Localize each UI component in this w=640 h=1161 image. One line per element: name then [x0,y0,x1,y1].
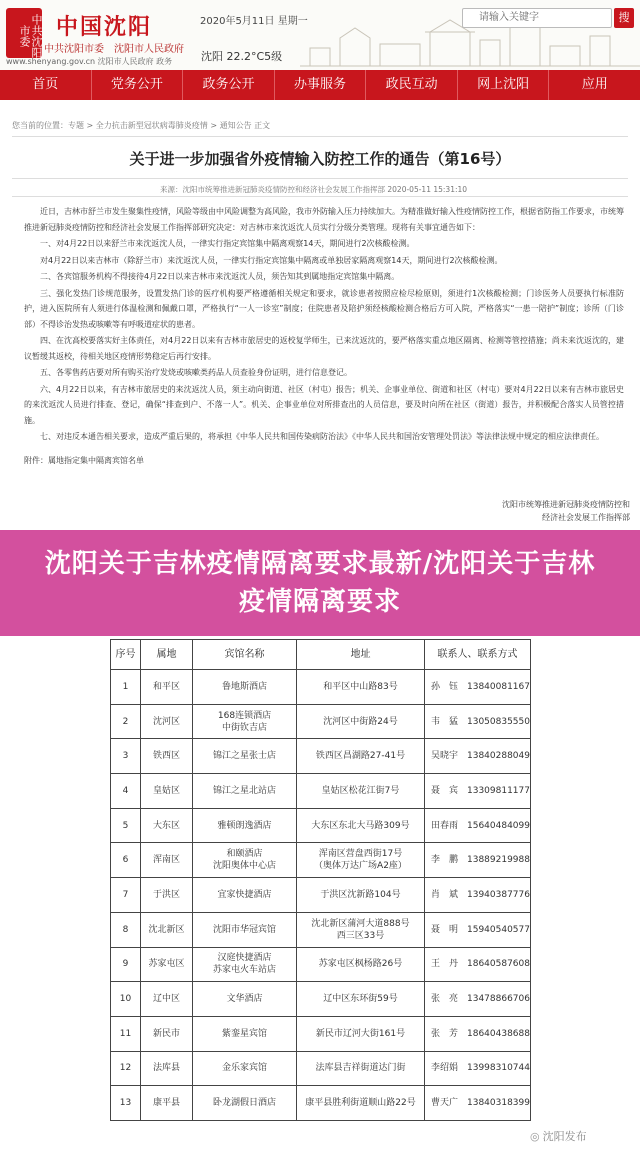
cell-district: 辽中区 [141,982,193,1017]
cell-contact [425,808,531,843]
weather-readout: 沈阳 22.2°C5级 [201,50,283,63]
contact-phone: 13889219988 [467,855,530,866]
contact-name: 韦 猛 [431,716,459,727]
banner-title: 沈阳关于吉林疫情隔离要求最新/沈阳关于吉林疫情隔离要求 [44,549,596,617]
contact-name: 张 亮 [431,994,459,1005]
cell-hotel-name: 卧龙湖假日酒店 [193,1086,297,1121]
cell-address: 法库县吉祥街道达门街 [297,1051,425,1086]
paragraph: 四、在沈高校要落实好主体责任，对4月22日以来有吉林市旅居史的返校复学师生，已来沈返沈的，要严格落实重点地区隔离、检测等管控措施；尚未来沈返沈的，建议暂缓其返校，待相关地区疫情形势稳定后再行安排。 [24,336,624,361]
paragraph: 对4月22日以来吉林市（除舒兰市）来沈返沈人员，一律实行指定宾馆集中隔离或单独居家隔离观察14天，期间进行2次核酸检测。 [40,255,503,265]
contact-phone: 13309811177 [467,785,530,796]
contact-phone: 13998310744 [467,1063,530,1074]
cell-address: 和平区中山路83号 [297,670,425,705]
cell-district: 大东区 [141,808,193,843]
paragraph: 七、对违反本通告相关要求，造成严重后果的，将承担《中华人民共和国传染病防治法》《中华人民共和国治安管理处罚法》等法律法规中规定的相应法律责任。 [40,432,604,441]
column-header: 序号 [111,640,141,670]
column-header: 联系人、联系方式 [425,640,531,670]
contact-name: 李 鹏 [431,855,459,866]
nav-item-home[interactable]: 首页 [0,70,92,100]
contact-name: 聂 宾 [431,785,459,796]
divider [12,196,628,197]
signature-line: 沈阳市统筹推进新冠肺炎疫情防控和 [502,500,630,509]
cell-hotel-name: 雅顿朗逸酒店 [193,808,297,843]
divider [12,136,628,137]
site-header [0,0,640,70]
contact-phone: 13840288049 [467,751,530,762]
cell-address: 于洪区沈新路104号 [297,878,425,913]
table-row [111,808,531,843]
cell-hotel-name: 紫銮星宾馆 [193,1016,297,1051]
signature-line: 经济社会发展工作指挥部 [542,513,630,522]
contact-phone: 13050835550 [467,716,530,727]
cell-index: 5 [111,808,141,843]
cell-contact [425,947,531,982]
contact-name: 孙 钰 [431,681,459,692]
site-name[interactable]: 中国沈阳 [56,15,153,40]
cell-hotel-name: 锦江之星北站店 [193,774,297,809]
table-row [111,1086,531,1121]
cell-address: 苏家屯区枫杨路26号 [297,947,425,982]
cell-hotel-name: 金乐家宾馆 [193,1051,297,1086]
contact-name: 张 芳 [431,1028,459,1039]
cell-district: 法库县 [141,1051,193,1086]
cell-hotel-name: 文华酒店 [193,982,297,1017]
contact-name: 田春雨 [431,820,459,831]
cell-contact [425,704,531,739]
contact-name: 曹天广 [431,1098,459,1109]
breadcrumb[interactable]: 您当前的位置：专题 > 全力抗击新型冠状病毒肺炎疫情 > 通知公告 正文 [12,121,271,130]
cell-address: 康平县胜利街道顺山路22号 [297,1086,425,1121]
cell-address: 大东区东北大马路309号 [297,808,425,843]
cell-district: 浑南区 [141,843,193,878]
issuer-signature [470,498,630,524]
contact-phone: 13940387776 [467,889,530,900]
cell-district: 苏家屯区 [141,947,193,982]
contact-phone: 18640587608 [467,959,530,970]
cell-index: 2 [111,704,141,739]
cell-contact [425,843,531,878]
source-watermark [530,1128,587,1144]
cell-hotel-name: 锦江之星张士店 [193,739,297,774]
contact-phone: 13840318399 [467,1098,530,1109]
cell-index: 8 [111,912,141,947]
paragraph: 六、4月22日以来，有吉林市旅居史的来沈返沈人员，须主动向街道、社区（村屯）报告；机关、企事业单位、街道和社区（村屯）要对4月22日以来有吉林市旅居史的来沈返沈人员进行排查、登记，确保“排查到户、不落一人”。机关、企事业单位对所排查出的人员信息，要及时向所在社区（街道）报告，并积极配合落实人员管控措施。 [24,384,624,425]
cell-district: 康平县 [141,1086,193,1121]
main-nav [0,70,640,100]
search-input[interactable]: 请输入关键字 [462,8,612,28]
paragraph: 二、各宾馆服务机构不得接待4月22日以来吉林市来沈返沈人员，须告知其到属地指定宾馆集中隔离。 [40,272,400,281]
cell-address: 沈北新区蒲河大道888号 西三区33号 [297,912,425,947]
cell-address: 新民市辽河大街161号 [297,1016,425,1051]
cell-hotel-name: 和颐酒店 沈阳奥体中心店 [193,843,297,878]
table-row [111,982,531,1017]
article-body [24,204,624,469]
table-header-row [111,640,531,670]
table-row [111,878,531,913]
party-emblem-logo: 中共沈阳市委 [6,8,42,58]
cell-hotel-name: 汉庭快捷酒店 苏家屯火车站店 [193,947,297,982]
cell-contact [425,1016,531,1051]
contact-phone: 15640484099 [467,820,530,831]
cell-district: 和平区 [141,670,193,705]
contact-name: 聂 明 [431,924,459,935]
table-row [111,947,531,982]
cell-contact [425,774,531,809]
cell-hotel-name: 鲁地斯酒店 [193,670,297,705]
contact-phone: 18640438688 [467,1028,530,1039]
cell-district: 于洪区 [141,878,193,913]
cell-address: 皇姑区松花江街7号 [297,774,425,809]
cell-index: 1 [111,670,141,705]
cell-address: 辽中区东环街59号 [297,982,425,1017]
cell-hotel-name: 168连锁酒店 中街钦吉店 [193,704,297,739]
watermark-text: 沈阳发布 [542,1130,587,1143]
article-meta: 来源：沈阳市统筹推进新冠肺炎疫情防控和经济社会发展工作指挥部 2020-05-11 15:31:10 [160,185,468,194]
column-header: 宾馆名称 [193,640,297,670]
cell-index: 9 [111,947,141,982]
contact-name: 吴晓宇 [431,751,459,762]
paragraph: 近日，吉林市舒兰市发生聚集性疫情，风险等级由中风险调整为高风险，我市外防输入压力持续加大。为精准做好输入性疫情防控工作，根据省防指工作要求，市统筹推进新冠肺炎疫情防控和经济社会发展工作指挥部研究决定：对吉林市来沈返沈人员实行分级分类管理。现将有关事宜通告如下： [24,207,624,232]
cell-hotel-name: 宜家快捷酒店 [193,878,297,913]
paragraph: 一、对4月22日以来舒兰市来沈返沈人员，一律实行指定宾馆集中隔离观察14天，期间进行2次核酸检测。 [40,239,415,248]
contact-name: 肖 斌 [431,889,459,900]
search-button[interactable]: 搜 [614,8,634,28]
cell-hotel-name: 沈阳市华冠宾馆 [193,912,297,947]
nav-item-interaction[interactable]: 政民互动 [366,70,458,100]
cell-index: 10 [111,982,141,1017]
table-row [111,670,531,705]
cell-index: 4 [111,774,141,809]
divider [12,178,628,179]
cell-index: 12 [111,1051,141,1086]
cell-index: 11 [111,1016,141,1051]
cell-contact [425,982,531,1017]
weibo-icon: ◎ [530,1130,540,1143]
cell-district: 沈河区 [141,704,193,739]
nav-item-services[interactable]: 办事服务 [275,70,367,100]
contact-phone: 13840081167 [467,681,530,692]
column-header: 地址 [297,640,425,670]
cell-address: 铁西区昌湖路27-41号 [297,739,425,774]
cell-index: 3 [111,739,141,774]
cell-contact [425,1086,531,1121]
site-url: www.shenyang.gov.cn 沈阳市人民政府 政务 [6,57,173,66]
contact-name: 李绍娟 [431,1063,459,1074]
cell-contact [425,739,531,774]
cell-contact [425,878,531,913]
cell-district: 沈北新区 [141,912,193,947]
nav-item-gov-affairs[interactable]: 政务公开 [183,70,275,100]
paragraph: 三、强化发热门诊规范服务，设置发热门诊的医疗机构要严格遵循相关规定和要求，就诊患者按照应检尽检原则，须进行1次核酸检测；门诊医务人员要执行标准防护，进入医院所有人须进行体温检测和佩戴口罩，严格执行“一人一诊室”制度；住院患者及陪护须经核酸检测合格后方可入院，严格落实“一患一陪护”制度；诊所（门诊部）不得诊治发热或咳嗽等有呼吸道症状的患者。 [24,288,624,329]
nav-item-online-shenyang[interactable]: 网上沈阳 [458,70,550,100]
contact-phone: 15940540577 [467,924,530,935]
table-row [111,1051,531,1086]
table-row [111,1016,531,1051]
cell-index: 13 [111,1086,141,1121]
cell-index: 7 [111,878,141,913]
column-header: 属地 [141,640,193,670]
cell-address: 浑南区营盘西街17号 （奥体万达广场A2座） [297,843,425,878]
paragraph: 五、各零售药店要对所有购买治疗发烧或咳嗽类药品人员查验身份证明，进行信息登记。 [40,368,352,377]
table-row [111,704,531,739]
cell-district: 铁西区 [141,739,193,774]
nav-item-party-affairs[interactable]: 党务公开 [92,70,184,100]
cell-contact [425,670,531,705]
cell-address: 沈河区中街路24号 [297,704,425,739]
hotel-table [110,639,531,1121]
cell-index: 6 [111,843,141,878]
cell-contact [425,1051,531,1086]
cell-district: 皇姑区 [141,774,193,809]
table-row [111,912,531,947]
contact-phone: 13478866706 [467,994,530,1005]
page-title: 关于进一步加强省外疫情输入防控工作的通告（第16号） [129,150,511,168]
table-row [111,774,531,809]
current-date: 2020年5月11日 星期一 [200,16,308,27]
cell-district: 新民市 [141,1016,193,1051]
nav-item-apps[interactable]: 应用 [581,77,608,92]
attachment-link[interactable]: 附件：属地指定集中隔离宾馆名单 [24,455,144,465]
title-banner [0,530,640,636]
article [0,100,640,540]
contact-name: 王 丹 [431,959,459,970]
table-row [111,739,531,774]
cell-contact [425,912,531,947]
site-subtitle: 中共沈阳市委 沈阳市人民政府 [44,44,184,55]
table-row [111,843,531,878]
